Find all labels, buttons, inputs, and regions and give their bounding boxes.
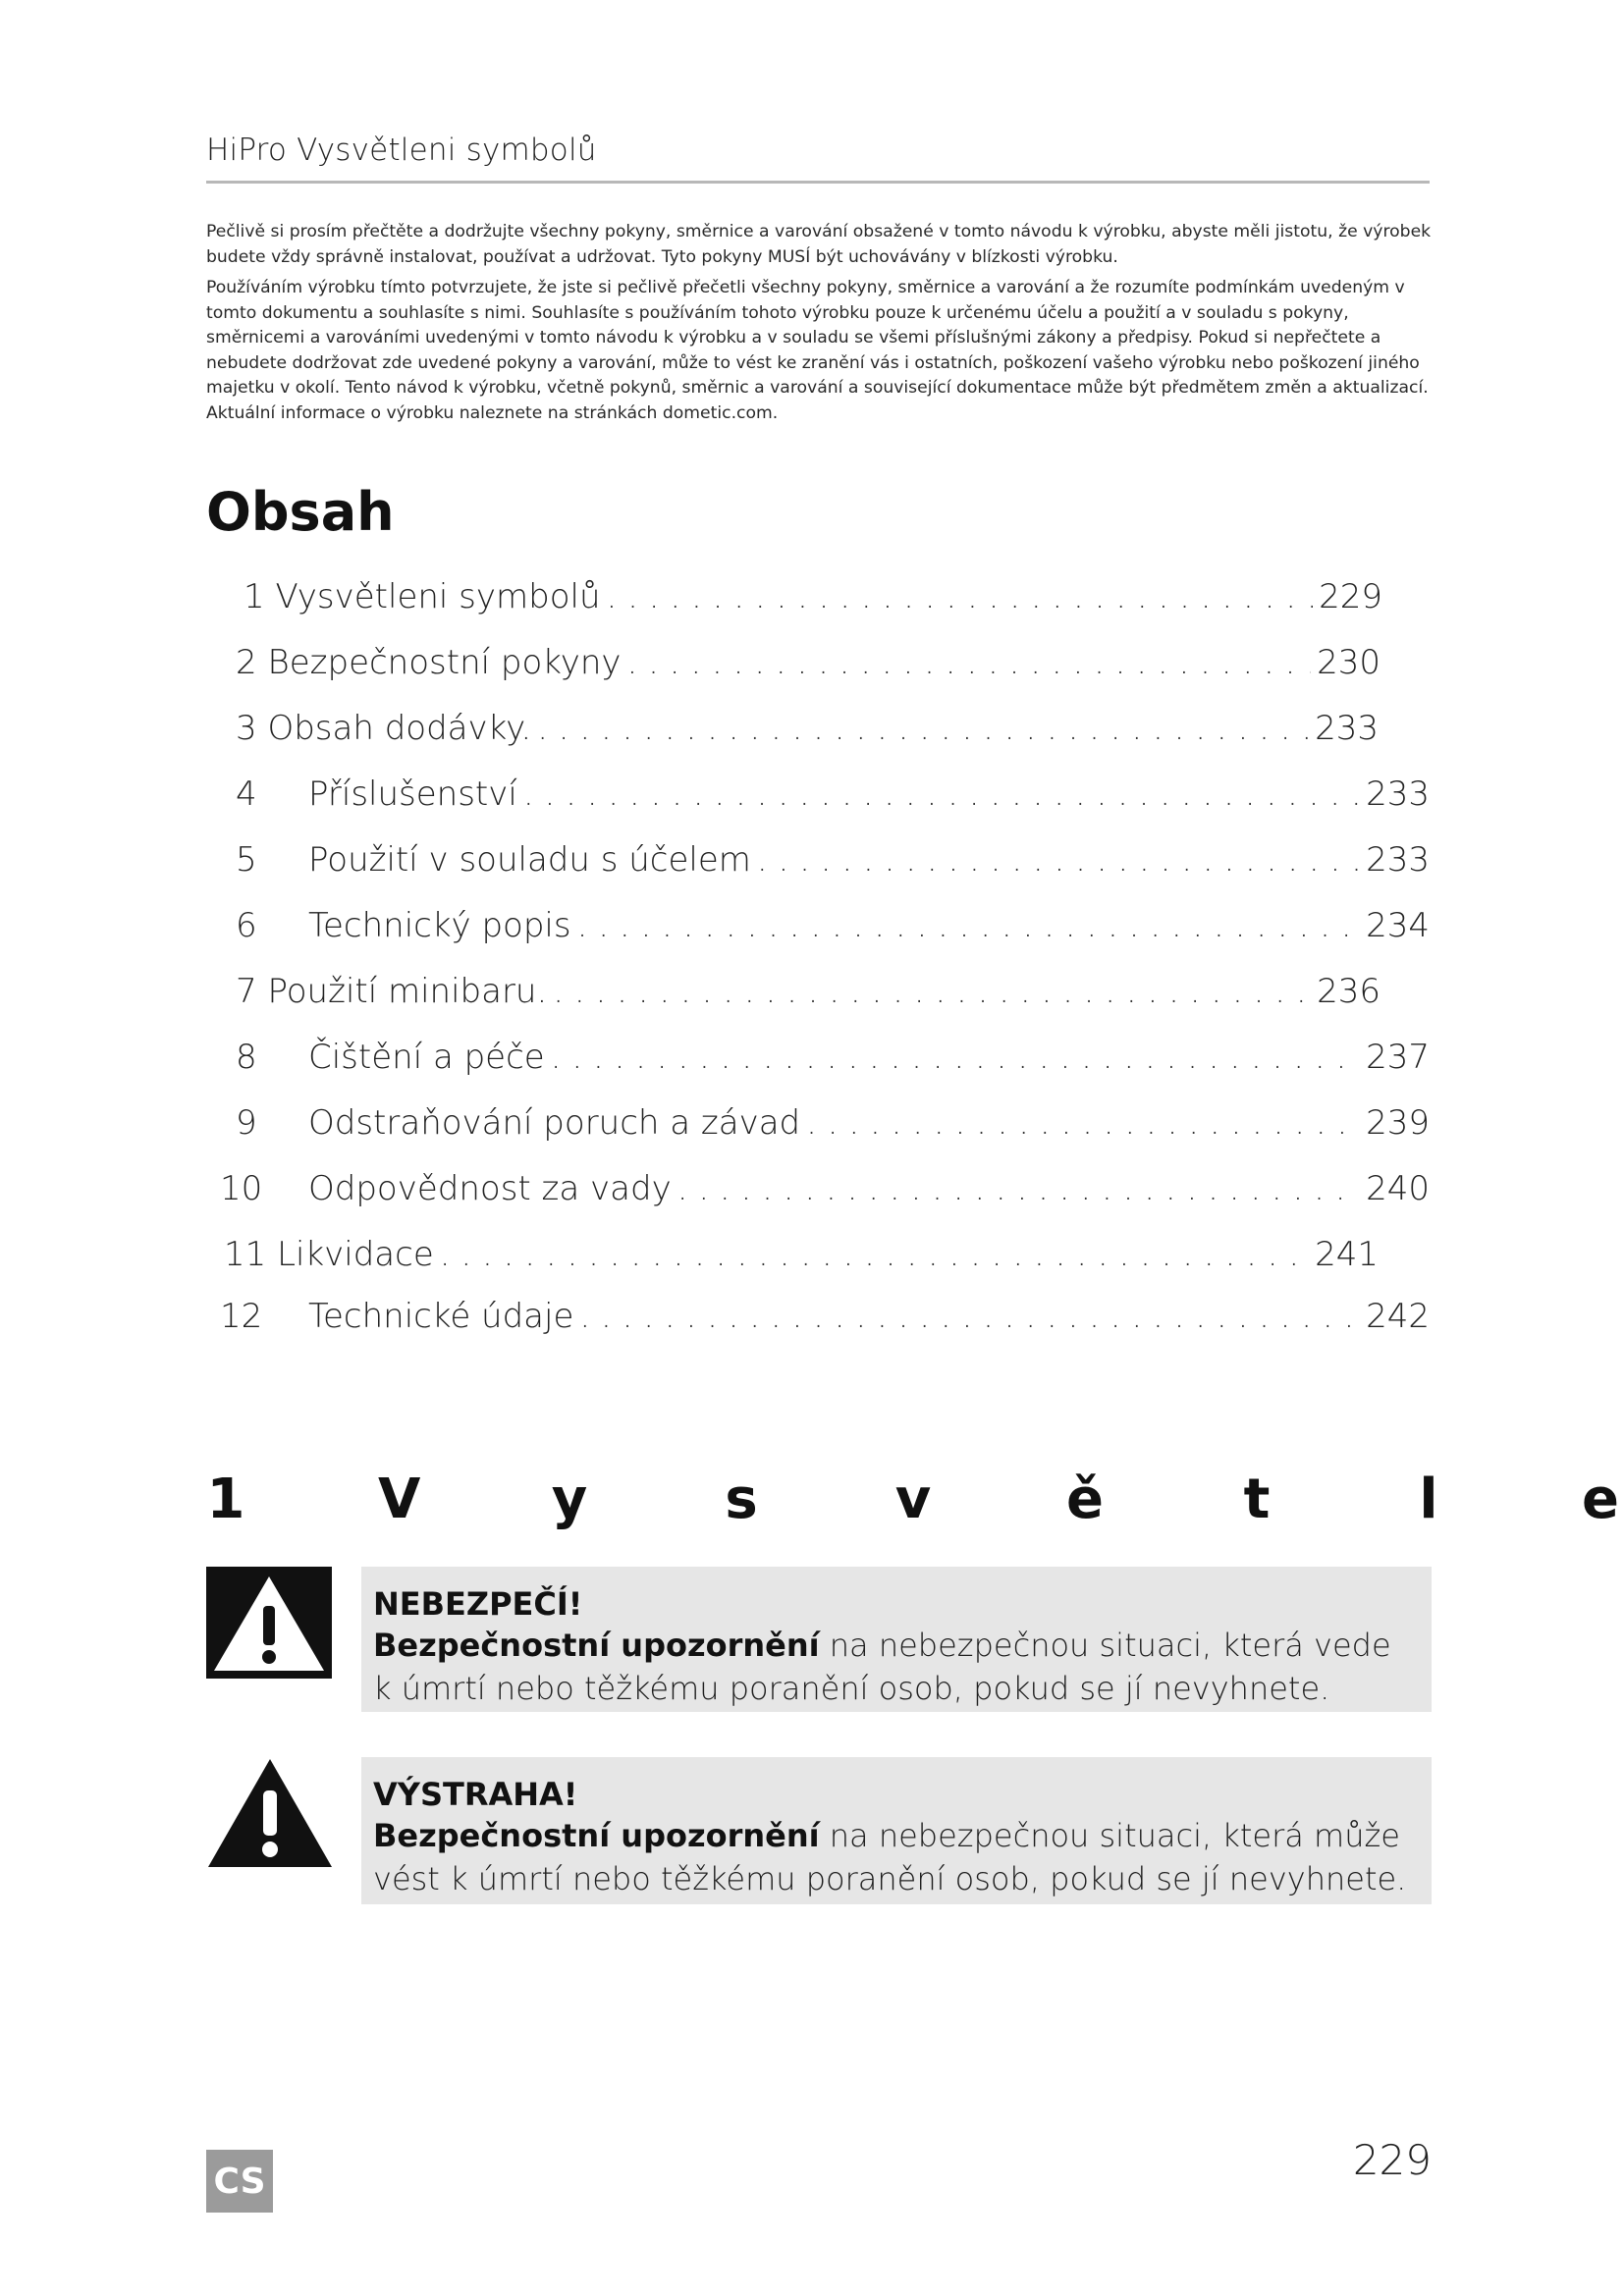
- warning-text: [373, 1814, 1416, 1900]
- intro-paragraph-2: Používáním výrobku tímto potvrzujete, že jste si pečlivě přečetli všechny pokyny, směrnice a varování a že rozumíte podmínkám uvedeným v tomto dokumentu a souhlasíte s nimi. Souhlasíte s používáním tohoto výrobku pouze k určenému účelu a použití a v souladu s pokyny, směrnicemi a varováními uvedenými v tomto návodu k výrobku a v souladu se všemi příslušnými zákony a předpisy. Pokud si nepřečtete a nebudete dodržovat zde uvedené pokyny a varování, může to vést ke zranění vás i ostatních, poškození vašeho výrobku nebo poškození jiného majetku v okolí. Tento návod k výrobku, včetně pokynů, směrnic a varování a související dokumentace může být předmětem změn a aktualizací. Aktuální informace o výrobku naleznete na stránkách dometic.com.: [206, 278, 1429, 423]
- section-heading-char: s: [725, 1468, 758, 1531]
- danger-text-rest: na nebezpečnou situaci, která vede k úmrtí nebo těžkému poranění osob, pokud se jí nevyhnete.: [373, 1627, 1391, 1707]
- toc-title: Technické údaje: [308, 1297, 574, 1336]
- toc-page: 233: [1366, 774, 1430, 814]
- toc-leader: [537, 709, 1309, 748]
- toc-title: Čištění a péče: [308, 1038, 545, 1077]
- section-heading-char: l: [1419, 1468, 1438, 1531]
- toc-leader: [677, 1169, 1360, 1208]
- toc-number: 11: [224, 1235, 267, 1274]
- toc-entry-1[interactable]: [244, 577, 1382, 624]
- toc-title: Použití minibaru.: [267, 972, 548, 1011]
- toc-leader: [523, 774, 1360, 814]
- toc-leader: [553, 972, 1311, 1011]
- danger-text: [373, 1624, 1416, 1710]
- section-heading-char: v: [894, 1468, 932, 1531]
- toc-entry-3[interactable]: [236, 709, 1379, 756]
- section-heading-char: ě: [1066, 1468, 1104, 1531]
- section-heading-char: t: [1243, 1468, 1271, 1531]
- toc-page: 230: [1317, 643, 1380, 682]
- danger-text-bold: Bezpečnostní upozornění: [373, 1627, 820, 1664]
- toc-leader: [579, 1297, 1360, 1336]
- toc-leader: [577, 906, 1361, 945]
- toc-leader: [607, 577, 1314, 616]
- toc-number: 1: [244, 577, 265, 616]
- toc-title: Vysvětleni symbolů: [275, 577, 601, 616]
- toc-title: Odstraňování poruch a závad: [308, 1103, 801, 1143]
- toc-page: 242: [1366, 1297, 1430, 1336]
- toc-title: Bezpečnostní pokyny: [267, 643, 622, 682]
- toc-number: 5: [236, 840, 257, 880]
- toc-leader: [627, 643, 1312, 682]
- toc-entry-6[interactable]: [236, 906, 1430, 953]
- page-header-title: HiPro Vysvětleni symbolů: [206, 133, 597, 168]
- toc-leader: [551, 1038, 1360, 1077]
- toc-number: 6: [236, 906, 257, 945]
- warning-text-bold: Bezpečnostní upozornění: [373, 1817, 820, 1854]
- toc-number: 2: [236, 643, 257, 682]
- warning-icon: [206, 1757, 334, 1869]
- toc-page: 233: [1366, 840, 1430, 880]
- toc-entry-4[interactable]: [236, 774, 1430, 822]
- toc-title: Odpovědnost za vady: [308, 1169, 672, 1208]
- toc-page: 237: [1366, 1038, 1430, 1077]
- toc-page: 236: [1317, 972, 1380, 1011]
- toc-entry-7[interactable]: [236, 972, 1380, 1019]
- toc-entry-9[interactable]: [236, 1103, 1430, 1150]
- toc-title: Použití v souladu s účelem: [308, 840, 751, 880]
- section-heading-char: y: [551, 1468, 588, 1531]
- header-divider: [206, 181, 1430, 184]
- warning-signal-word: VÝSTRAHA!: [373, 1776, 578, 1813]
- warning-notice: [361, 1757, 1432, 1904]
- section-heading: [206, 1468, 1620, 1531]
- toc-number: 9: [236, 1103, 257, 1143]
- section-heading-char: V: [378, 1468, 421, 1531]
- toc-title: Příslušenství: [308, 774, 517, 814]
- toc-page: 234: [1366, 906, 1430, 945]
- toc-title: Technický popis: [308, 906, 571, 945]
- page-number: 229: [1352, 2136, 1432, 2184]
- toc-page: 241: [1315, 1235, 1379, 1274]
- toc-entry-12[interactable]: [220, 1297, 1430, 1344]
- toc-leader: [806, 1103, 1360, 1143]
- toc-entry-5[interactable]: [236, 840, 1430, 887]
- toc-page: 229: [1319, 577, 1382, 616]
- toc-title: Obsah dodávky.: [267, 709, 532, 748]
- danger-notice: [361, 1567, 1432, 1712]
- danger-warning-icon: [206, 1567, 332, 1679]
- warning-text-rest: na nebezpečnou situaci, která může vést k úmrtí nebo těžkému poranění osob, pokud se jí nevyhnete.: [373, 1817, 1407, 1897]
- toc-entry-8[interactable]: [236, 1038, 1430, 1085]
- toc-number: 4: [236, 774, 257, 814]
- toc-number: 12: [220, 1297, 263, 1336]
- language-badge: CS: [206, 2150, 273, 2213]
- toc-page: 240: [1366, 1169, 1430, 1208]
- section-heading-char: 1: [206, 1468, 245, 1531]
- intro-text: [206, 220, 1432, 432]
- toc-number: 7: [236, 972, 257, 1011]
- toc-number: 3: [236, 709, 257, 748]
- toc-entry-10[interactable]: [220, 1169, 1430, 1216]
- toc-number: 10: [220, 1169, 263, 1208]
- toc-page: 239: [1366, 1103, 1430, 1143]
- intro-paragraph-1: Pečlivě si prosím přečtěte a dodržujte všechny pokyny, směrnice a varování obsažené v tomto návodu k výrobku, abyste měli jistotu, že výrobek budete vždy správně instalovat, používat a udržovat. Tyto pokyny MUSÍ být uchovávány v blízkosti výrobku.: [206, 222, 1432, 267]
- toc-leader: [757, 840, 1360, 880]
- section-heading-char: e: [1582, 1468, 1619, 1531]
- danger-signal-word: NEBEZPEČÍ!: [373, 1585, 583, 1623]
- toc-entry-11[interactable]: [224, 1235, 1379, 1282]
- toc-number: 8: [236, 1038, 257, 1077]
- toc-leader: [440, 1235, 1309, 1274]
- toc-heading: Obsah: [206, 481, 395, 543]
- toc-page: 233: [1315, 709, 1379, 748]
- toc-title: Likvidace: [277, 1235, 434, 1274]
- toc-entry-2[interactable]: [236, 643, 1380, 690]
